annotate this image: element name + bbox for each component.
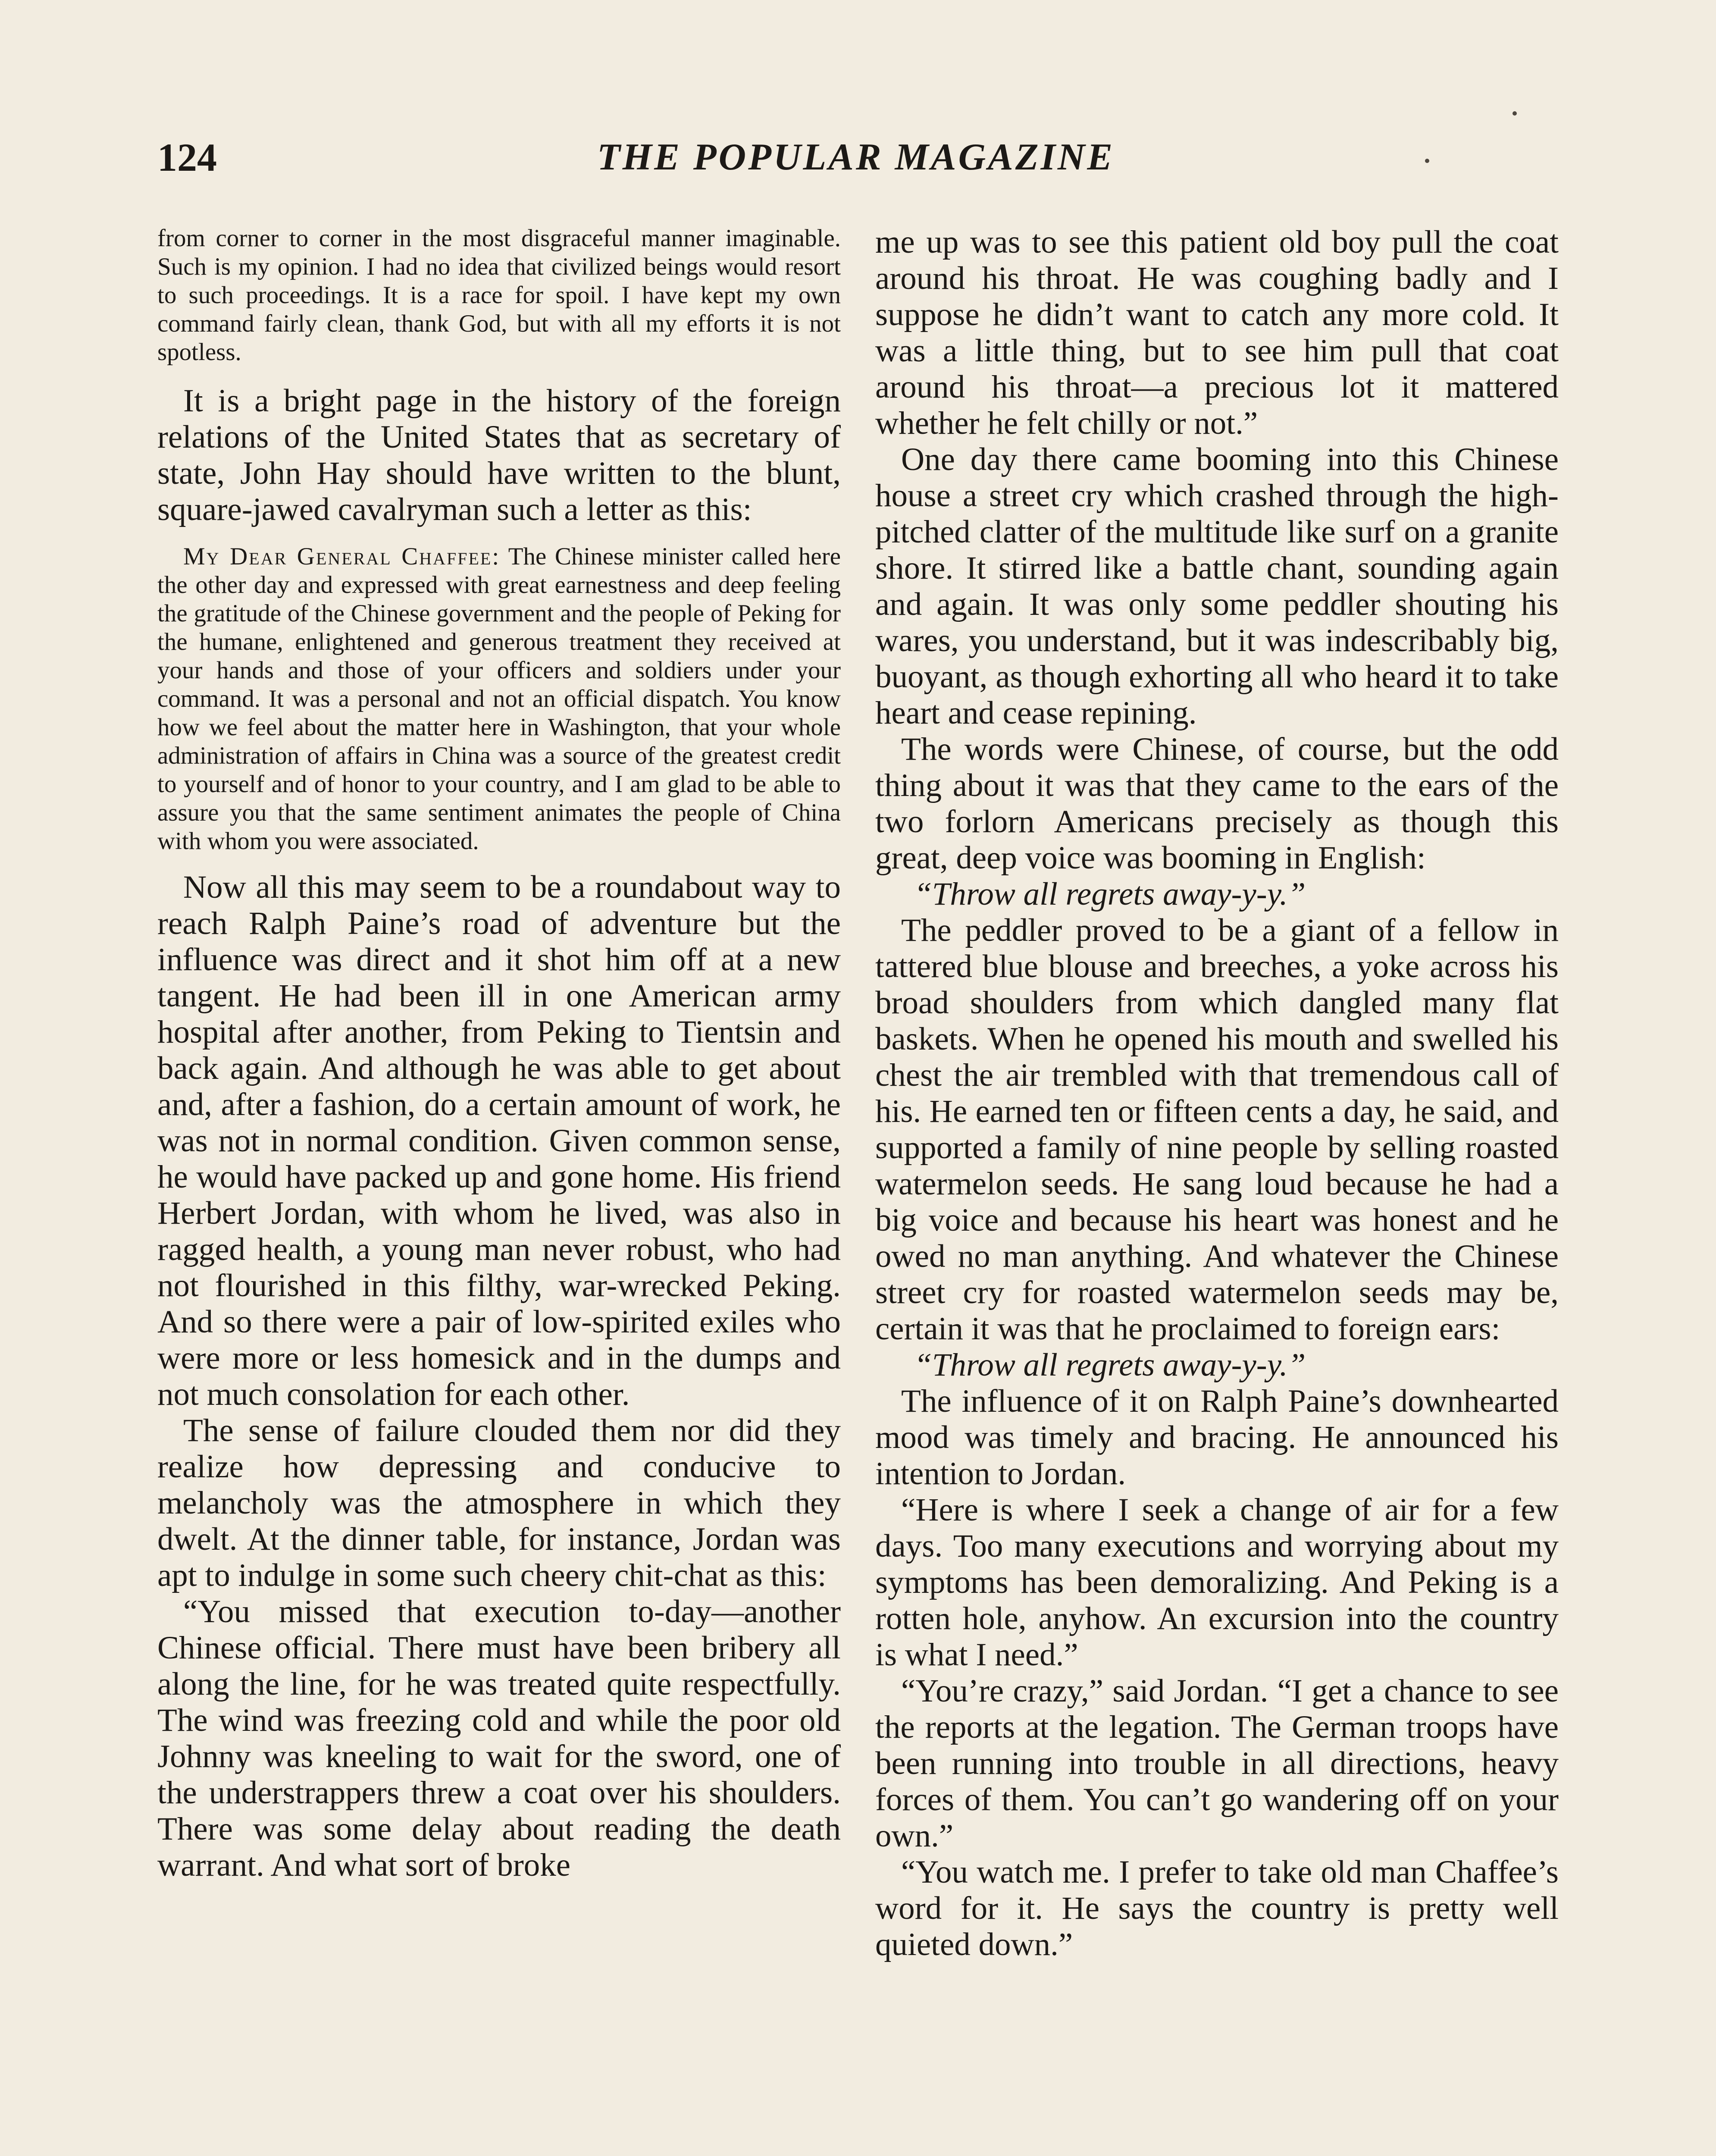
paragraph: Now all this may seem to be a roundabout way to reach Ralph Paine’s road of adventure but the influence was direct and it shot him off at a new tangent. He had been ill in one American army hospital after another, from Peking to Tientsin and back again. And although he was able to get about and, after a fashion, do a certain amount of work, he was not in normal condition. Given common sense, he would have packed up and gone home. His friend Herbert Jordan, with whom he lived, was also in ragged health, a young man never robust, who had not flourished in this filthy, war-wrecked Peking. And so there were a pair of low-spirited exiles who were more or less homesick and in the dumps and not much consolation for each other. <box>157 869 841 1412</box>
street-cry-line: “Throw all regrets away-y-y.” <box>914 1347 1306 1383</box>
paragraph: The words were Chinese, of course, but the odd thing about it was that they came to the ears of the two forlorn Americans precisely as though this great, deep voice was booming in English: <box>875 731 1559 876</box>
paragraph: “You watch me. I prefer to take old man Chaffee’s word for it. He says the country is pretty well quieted down.” <box>875 1854 1559 1962</box>
paragraph: “You missed that execution to-day—another Chinese official. There must have been bribery all along the line, for he was treated quite respectfully. The wind was freezing cold and while the poor old Johnny was kneeling to wait for the sword, one of the understrappers threw a coat over his shoulders. There was some delay about reading the death warrant. And what sort of broke <box>157 1594 841 1883</box>
paragraph: The peddler proved to be a giant of a fellow in tattered blue blouse and breeches, a yoke across his broad shoulders from which dangled many flat baskets. When he opened his mouth and swelled his chest the air trembled with that tremendous call of his. He earned ten or fifteen cents a day, he said, and supported a family of nine people by selling roasted watermelon seeds. He sang loud because he had a big voice and because his heart was honest and he owed no man anything. And whatever the Chinese street cry for roasted watermelon seeds may be, certain it was that he proclaimed to foreign ears: <box>875 912 1559 1347</box>
paragraph: One day there came booming into this Chinese house a street cry which crashed through the high-pitched clatter of the multitude like surf on a granite shore. It stirred like a battle chant, sounding again and again. It was only some peddler shouting his wares, you understand, but it was indescribably big, buoyant, as though exhorting all who heard it to take heart and cease repining. <box>875 442 1559 731</box>
paragraph: “Here is where I seek a change of air for a few days. Too many executions and worrying about my symptoms has been demoralizing. And Peking is a rotten hole, anyhow. An excursion into the country is what I need.” <box>875 1492 1559 1673</box>
letter-paragraph <box>157 542 841 856</box>
letter-salutation: My Dear General Chaffee: <box>183 543 501 570</box>
paragraph: It is a bright page in the history of the foreign relations of the United States that as secretary of state, John Hay should have written to the blunt, square-jawed cavalryman such a letter as this: <box>157 383 841 527</box>
paper-speck <box>1512 111 1517 116</box>
paragraph: The sense of failure clouded them nor did they realize how depressing and conducive to melancholy was the atmosphere in which they dwelt. At the dinner table, for instance, Jordan was apt to indulge in some such cheery chit-chat as this: <box>157 1413 841 1593</box>
paper-speck <box>1425 159 1429 163</box>
letter-body: The Chinese minister called here the other day and expressed with great earnestness and deep feeling the gratitude of the Chinese government and the people of Peking for the humane, enlightened and generous treatment they received at your hands and those of your officers and soldiers under your command. It was a personal and not an official dispatch. You know how we feel about the matter here in Washington, that your whole administration of affairs in China was a source of the greatest credit to yourself and of honor to your country, and I am glad to be able to assure you that the same sentiment animates the people of China with whom you were associated. <box>157 543 841 855</box>
page-header <box>0 129 1716 185</box>
left-column <box>157 224 841 1883</box>
running-title: THE POPULAR MAGAZINE <box>597 136 1115 178</box>
right-column <box>875 224 1559 1963</box>
paragraph: me up was to see this patient old boy pull the coat around his throat. He was coughing badly and I suppose he didn’t want to catch any more cold. It was a little thing, but to see him pull that coat around his throat—a precious lot it mattered whether he felt chilly or not.” <box>875 224 1559 441</box>
letter-quote <box>157 542 841 856</box>
paragraph: The influence of it on Ralph Paine’s downhearted mood was timely and bracing. He announced his intention to Jordan. <box>875 1383 1559 1492</box>
street-cry-line: “Throw all regrets away-y-y.” <box>914 876 1306 912</box>
excerpt-continuation: from corner to corner in the most disgraceful manner imaginable. Such is my opinion. I had no idea that civilized beings would resort to such proceedings. It is a race for spoil. I have kept my own command fairly clean, thank God, but with all my efforts it is not spotless. <box>157 225 841 366</box>
page-number: 124 <box>157 135 217 179</box>
paragraph: “You’re crazy,” said Jordan. “I get a chance to see the reports at the legation. The German troops have been running into trouble in all directions, heavy forces of them. You can’t go wandering off on your own.” <box>875 1673 1559 1854</box>
